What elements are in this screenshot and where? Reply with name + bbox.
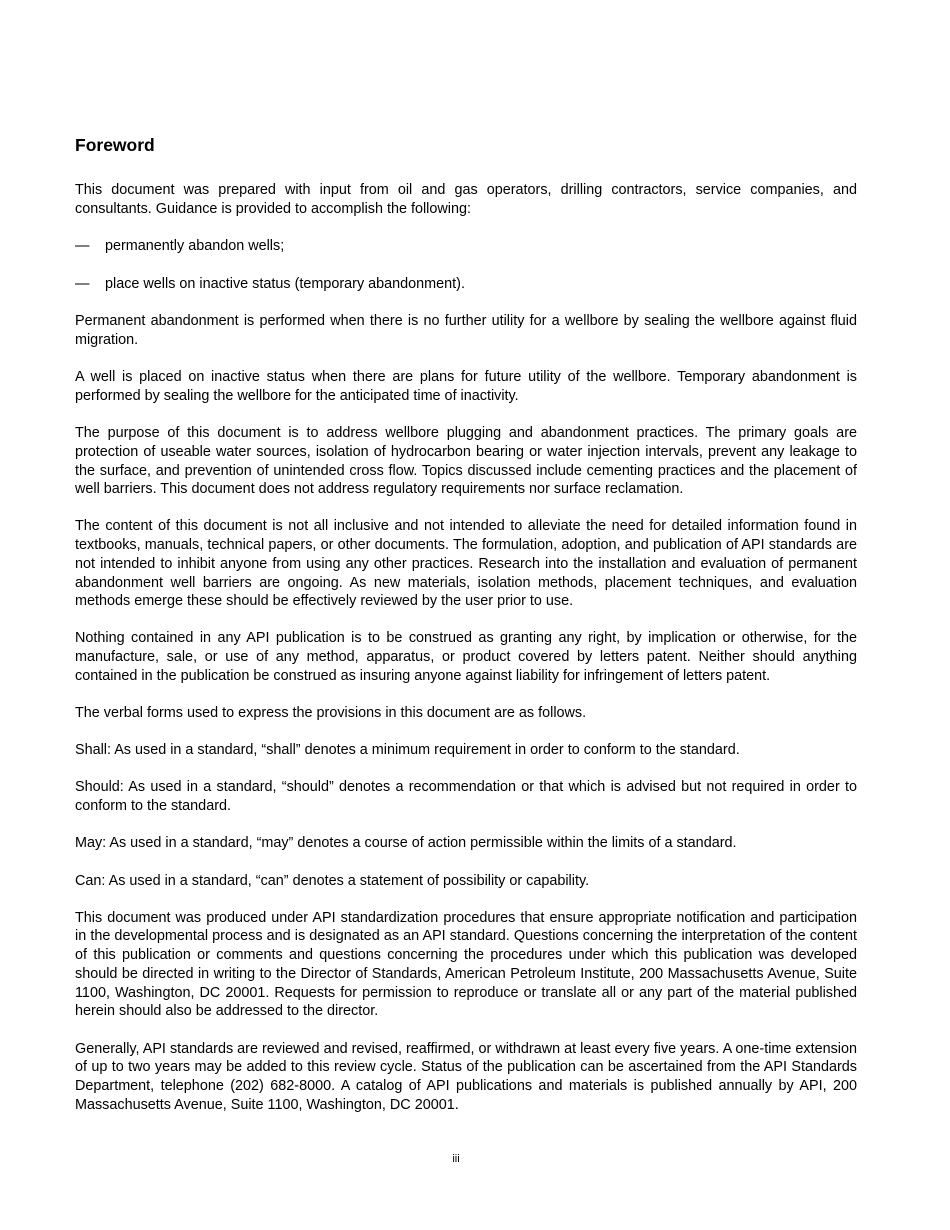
paragraph-can: Can: As used in a standard, “can” denotes a statement of possibility or capability. <box>75 872 590 889</box>
dash-bullet: — <box>75 275 90 292</box>
document-page <box>75 134 857 1133</box>
paragraph-purpose: The purpose of this document is to address wellbore plugging and abandonment practices. The primary goals are protection of useable water sources, isolation of hydrocarbon bearing or water injection intervals, prevent any leakage to the surface, and prevention of unintended cross flow. Topics discussed include cementing practices and the placement of well barriers. This document does not address regulatory requirements nor surface reclamation. <box>75 425 857 498</box>
list-item-text: place wells on inactive status (temporary abandonment). <box>105 275 465 292</box>
page-title: Foreword <box>75 135 155 155</box>
paragraph-review-cycle: Generally, API standards are reviewed and revised, reaffirmed, or withdrawn at least every five years. A one-time extension of up to two years may be added to this review cycle. Status of the publication can be ascertained from the API Standards Department, telephone (202) 682-8000. A catalog of API publications and materials is published annually by API, 200 Massachusetts Avenue, Suite 1100, Washington, DC 20001. <box>75 1040 857 1113</box>
paragraph-shall: Shall: As used in a standard, “shall” denotes a minimum requirement in order to conform to the standard. <box>75 742 740 759</box>
page-number: iii <box>452 1153 460 1165</box>
list-item-text: permanently abandon wells; <box>105 237 285 254</box>
paragraph-inactive-status: A well is placed on inactive status when there are plans for future utility of the wellbore. Temporary abandonment is performed by sealing the wellbore for the anticipated time of inactivity. <box>75 369 857 404</box>
paragraph-patent-disclaimer: Nothing contained in any API publication is to be construed as granting any right, by implication or otherwise, for the manufacture, sale, or use of any method, apparatus, or product covered by letters patent. Neither should anything contained in the publication be construed as insuring anyone against liability for infringement of letters patent. <box>75 630 857 684</box>
paragraph-may: May: As used in a standard, “may” denotes a course of action permissible within the limits of a standard. <box>75 835 737 852</box>
intro-paragraph: This document was prepared with input from oil and gas operators, drilling contractors, service companies, and consultants. Guidance is provided to accomplish the following: <box>75 182 857 217</box>
list-item <box>75 275 857 294</box>
paragraph-standardization: This document was produced under API standardization procedures that ensure appropriate notification and participation in the developmental process and is designated as an API standard. Questions concerning the interpretation of the content of this publication or comments and questions concerning the procedures under which this publication was developed should be directed in writing to the Director of Standards, American Petroleum Institute, 200 Massachusetts Avenue, Suite 1100, Washington, DC 20001. Requests for permission to reproduce or translate all or any part of the material published herein should also be addressed to the director. <box>75 909 857 1020</box>
paragraph-verbal-forms: The verbal forms used to express the provisions in this document are as follows. <box>75 705 587 722</box>
paragraph-permanent-abandonment: Permanent abandonment is performed when there is no further utility for a wellbore by sealing the wellbore against fluid migration. <box>75 313 857 349</box>
paragraph-content-scope: The content of this document is not all inclusive and not intended to alleviate the need for detailed information found in textbooks, manuals, technical papers, or other documents. The formulation, adoption, and publication of API standards are not intended to inhibit anyone from using any other practices. Research into the installation and evaluation of permanent abandonment well barriers are ongoing. As new materials, isolation methods, placement techniques, and evaluation methods emerge these should be effectively reviewed by the user prior to use. <box>75 518 857 610</box>
list-item <box>75 237 857 256</box>
paragraph-should: Should: As used in a standard, “should” denotes a recommendation or that which is advised but not required in order to conform to the standard. <box>75 779 857 815</box>
dash-bullet: — <box>75 237 90 254</box>
